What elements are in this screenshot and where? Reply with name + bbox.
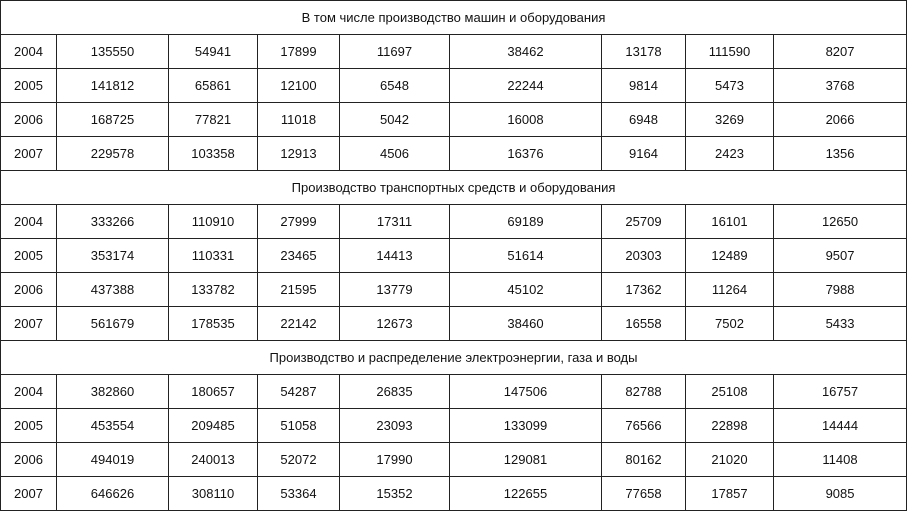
value-cell: 8207 — [774, 35, 907, 69]
value-cell: 15352 — [340, 477, 450, 511]
value-cell: 6548 — [340, 69, 450, 103]
table-row — [1, 103, 907, 137]
value-cell: 3768 — [774, 69, 907, 103]
value-cell: 240013 — [169, 443, 258, 477]
value-cell: 16376 — [450, 137, 602, 171]
value-cell: 77821 — [169, 103, 258, 137]
value-cell: 135550 — [57, 35, 169, 69]
value-cell: 65861 — [169, 69, 258, 103]
table-row — [1, 307, 907, 341]
year-cell: 2004 — [1, 375, 57, 409]
year-cell: 2006 — [1, 273, 57, 307]
value-cell: 12489 — [686, 239, 774, 273]
year-cell: 2005 — [1, 409, 57, 443]
value-cell: 5473 — [686, 69, 774, 103]
value-cell: 80162 — [602, 443, 686, 477]
value-cell: 12650 — [774, 205, 907, 239]
value-cell: 180657 — [169, 375, 258, 409]
value-cell: 353174 — [57, 239, 169, 273]
value-cell: 12673 — [340, 307, 450, 341]
value-cell: 51058 — [258, 409, 340, 443]
value-cell: 494019 — [57, 443, 169, 477]
value-cell: 111590 — [686, 35, 774, 69]
value-cell: 22142 — [258, 307, 340, 341]
value-cell: 22244 — [450, 69, 602, 103]
section-header-row — [1, 341, 907, 375]
value-cell: 141812 — [57, 69, 169, 103]
value-cell: 9814 — [602, 69, 686, 103]
value-cell: 27999 — [258, 205, 340, 239]
value-cell: 110331 — [169, 239, 258, 273]
value-cell: 122655 — [450, 477, 602, 511]
year-cell: 2005 — [1, 239, 57, 273]
value-cell: 209485 — [169, 409, 258, 443]
value-cell: 9164 — [602, 137, 686, 171]
section-header-row — [1, 1, 907, 35]
value-cell: 333266 — [57, 205, 169, 239]
value-cell: 16101 — [686, 205, 774, 239]
table-row — [1, 137, 907, 171]
table-row — [1, 477, 907, 511]
value-cell: 5042 — [340, 103, 450, 137]
value-cell: 26835 — [340, 375, 450, 409]
value-cell: 168725 — [57, 103, 169, 137]
year-cell: 2006 — [1, 103, 57, 137]
value-cell: 11408 — [774, 443, 907, 477]
value-cell: 25709 — [602, 205, 686, 239]
value-cell: 9507 — [774, 239, 907, 273]
value-cell: 308110 — [169, 477, 258, 511]
table-row — [1, 35, 907, 69]
value-cell: 17899 — [258, 35, 340, 69]
value-cell: 229578 — [57, 137, 169, 171]
table-row — [1, 443, 907, 477]
year-cell: 2005 — [1, 69, 57, 103]
value-cell: 38462 — [450, 35, 602, 69]
value-cell: 54287 — [258, 375, 340, 409]
value-cell: 133099 — [450, 409, 602, 443]
value-cell: 178535 — [169, 307, 258, 341]
value-cell: 1356 — [774, 137, 907, 171]
table-row — [1, 69, 907, 103]
value-cell: 45102 — [450, 273, 602, 307]
value-cell: 17311 — [340, 205, 450, 239]
value-cell: 453554 — [57, 409, 169, 443]
value-cell: 11697 — [340, 35, 450, 69]
value-cell: 17362 — [602, 273, 686, 307]
table-row — [1, 409, 907, 443]
value-cell: 22898 — [686, 409, 774, 443]
table-body — [1, 1, 907, 511]
value-cell: 12100 — [258, 69, 340, 103]
value-cell: 382860 — [57, 375, 169, 409]
year-cell: 2004 — [1, 205, 57, 239]
value-cell: 129081 — [450, 443, 602, 477]
value-cell: 646626 — [57, 477, 169, 511]
value-cell: 25108 — [686, 375, 774, 409]
value-cell: 17857 — [686, 477, 774, 511]
value-cell: 4506 — [340, 137, 450, 171]
table-row — [1, 205, 907, 239]
year-cell: 2007 — [1, 307, 57, 341]
section-header-row — [1, 171, 907, 205]
value-cell: 21595 — [258, 273, 340, 307]
year-cell: 2007 — [1, 137, 57, 171]
value-cell: 69189 — [450, 205, 602, 239]
section-title: В том числе производство машин и оборудования — [1, 1, 907, 35]
value-cell: 7988 — [774, 273, 907, 307]
value-cell: 52072 — [258, 443, 340, 477]
value-cell: 2066 — [774, 103, 907, 137]
value-cell: 16757 — [774, 375, 907, 409]
value-cell: 3269 — [686, 103, 774, 137]
value-cell: 12913 — [258, 137, 340, 171]
value-cell: 13178 — [602, 35, 686, 69]
value-cell: 6948 — [602, 103, 686, 137]
value-cell: 23093 — [340, 409, 450, 443]
value-cell: 51614 — [450, 239, 602, 273]
value-cell: 38460 — [450, 307, 602, 341]
value-cell: 23465 — [258, 239, 340, 273]
value-cell: 9085 — [774, 477, 907, 511]
value-cell: 5433 — [774, 307, 907, 341]
table-row — [1, 375, 907, 409]
value-cell: 16558 — [602, 307, 686, 341]
value-cell: 21020 — [686, 443, 774, 477]
value-cell: 14413 — [340, 239, 450, 273]
value-cell: 561679 — [57, 307, 169, 341]
value-cell: 82788 — [602, 375, 686, 409]
value-cell: 133782 — [169, 273, 258, 307]
value-cell: 54941 — [169, 35, 258, 69]
value-cell: 103358 — [169, 137, 258, 171]
value-cell: 110910 — [169, 205, 258, 239]
value-cell: 7502 — [686, 307, 774, 341]
year-cell: 2004 — [1, 35, 57, 69]
value-cell: 16008 — [450, 103, 602, 137]
value-cell: 13779 — [340, 273, 450, 307]
value-cell: 17990 — [340, 443, 450, 477]
year-cell: 2006 — [1, 443, 57, 477]
year-cell: 2007 — [1, 477, 57, 511]
value-cell: 77658 — [602, 477, 686, 511]
value-cell: 11018 — [258, 103, 340, 137]
table-row — [1, 273, 907, 307]
value-cell: 2423 — [686, 137, 774, 171]
section-title: Производство и распределение электроэнергии, газа и воды — [1, 341, 907, 375]
table-row — [1, 239, 907, 273]
value-cell: 147506 — [450, 375, 602, 409]
value-cell: 20303 — [602, 239, 686, 273]
value-cell: 76566 — [602, 409, 686, 443]
value-cell: 11264 — [686, 273, 774, 307]
value-cell: 437388 — [57, 273, 169, 307]
section-title: Производство транспортных средств и оборудования — [1, 171, 907, 205]
value-cell: 53364 — [258, 477, 340, 511]
value-cell: 14444 — [774, 409, 907, 443]
